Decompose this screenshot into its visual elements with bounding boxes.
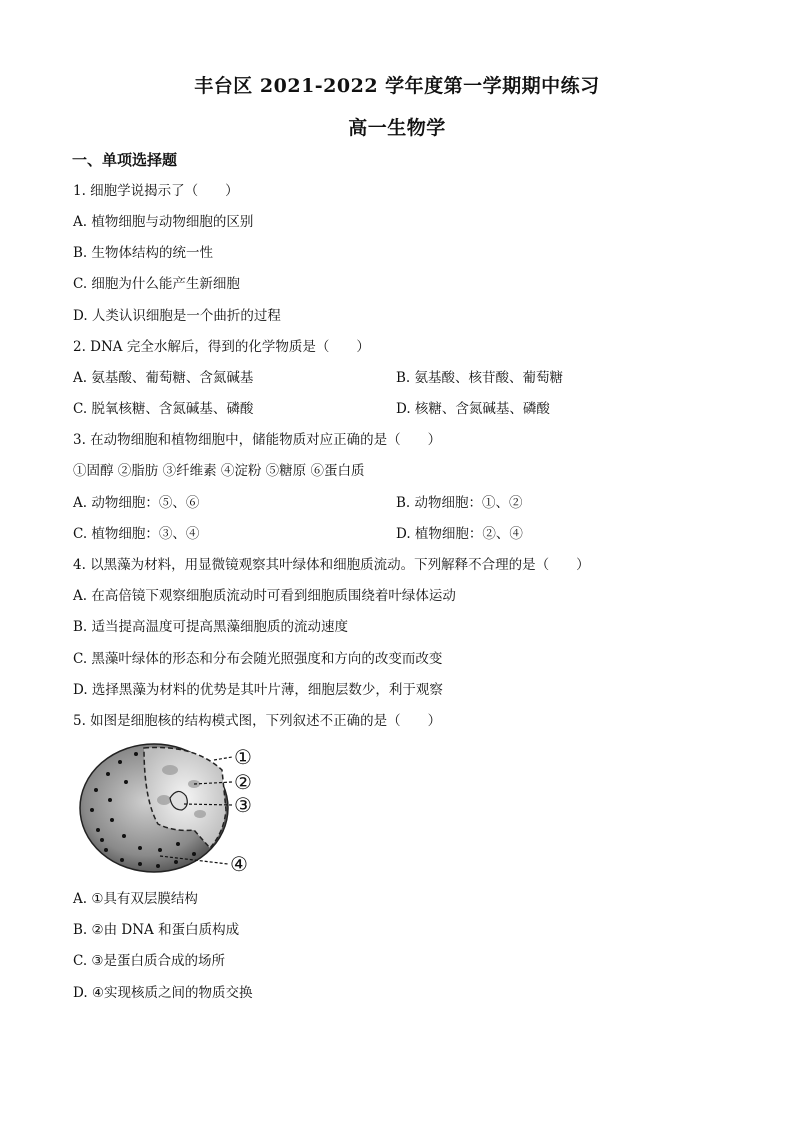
figure-label-1: ①	[234, 745, 252, 769]
question-5-option-c: C. ③是蛋白质合成的场所	[73, 953, 226, 969]
question-3-stem: 3. 在动物细胞和植物细胞中，储能物质对应正确的是（ ）	[73, 432, 442, 448]
figure-label-2: ②	[234, 770, 252, 794]
question-3-option-d: D. 植物细胞：②、④	[396, 526, 523, 542]
figure-label-4: ④	[230, 852, 248, 876]
figure-label-3: ③	[234, 793, 252, 817]
section-heading: 一、单项选择题	[72, 151, 178, 169]
question-4-option-d: D. 选择黑藻为材料的优势是其叶片薄，细胞层数少，利于观察	[73, 682, 443, 698]
question-5-option-a: A. ①具有双层膜结构	[73, 891, 198, 907]
question-3-option-b: B. 动物细胞：①、②	[396, 495, 523, 511]
question-2-stem: 2. DNA 完全水解后，得到的化学物质是（ ）	[73, 339, 370, 355]
question-1-option-b: B. 生物体结构的统一性	[73, 245, 214, 261]
question-3-option-c: C. 植物细胞：③、④	[73, 526, 200, 542]
question-1-option-a: A. 植物细胞与动物细胞的区别	[73, 214, 254, 230]
page-title: 丰台区 2021-2022 学年度第一学期期中练习	[194, 75, 600, 97]
question-4-option-a: A. 在高倍镜下观察细胞质流动时可看到细胞质围绕着叶绿体运动	[73, 588, 456, 604]
question-3-option-a: A. 动物细胞：⑤、⑥	[73, 495, 200, 511]
question-5-option-d: D. ④实现核质之间的物质交换	[73, 985, 253, 1001]
question-3-materials: ①固醇 ②脂肪 ③纤维素 ④淀粉 ⑤糖原 ⑥蛋白质	[73, 463, 365, 479]
question-5-stem: 5. 如图是细胞核的结构模式图，下列叙述不正确的是（ ）	[73, 713, 442, 729]
question-4-option-c: C. 黑藻叶绿体的形态和分布会随光照强度和方向的改变而改变	[73, 651, 443, 667]
question-2-option-d: D. 核糖、含氮碱基、磷酸	[396, 401, 550, 417]
subject-title: 高一生物学	[348, 117, 446, 139]
question-2-option-c: C. 脱氧核糖、含氮碱基、磷酸	[73, 401, 254, 417]
question-5-option-b: B. ②由 DNA 和蛋白质构成	[73, 922, 240, 938]
question-4-option-b: B. 适当提高温度可提高黑藻细胞质的流动速度	[73, 619, 349, 635]
question-1-option-d: D. 人类认识细胞是一个曲折的过程	[73, 308, 281, 324]
question-4-stem: 4. 以黑藻为材料，用显微镜观察其叶绿体和细胞质流动。下列解释不合理的是（ ）	[73, 557, 590, 573]
question-1-option-c: C. 细胞为什么能产生新细胞	[73, 276, 240, 292]
question-1-stem: 1. 细胞学说揭示了（ ）	[73, 183, 239, 199]
question-2-option-b: B. 氨基酸、核苷酸、葡萄糖	[396, 370, 564, 386]
question-2-option-a: A. 氨基酸、葡萄糖、含氮碱基	[73, 370, 254, 386]
